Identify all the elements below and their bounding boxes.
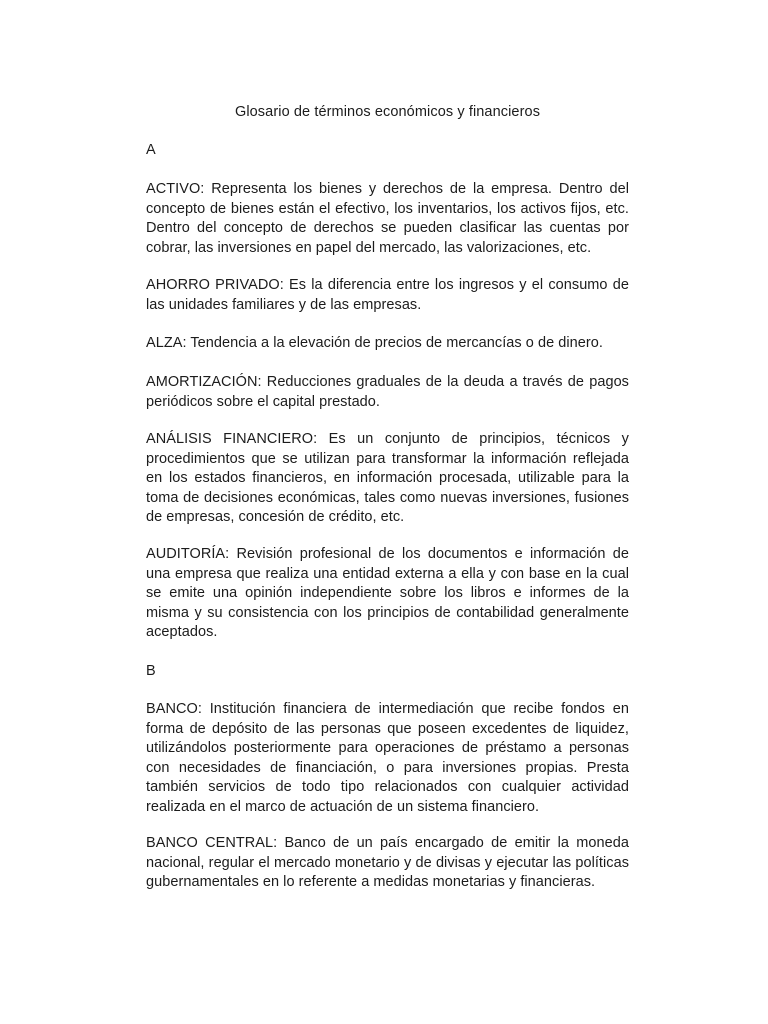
glossary-definition: Representa los bienes y derechos de la empresa. Dentro del concepto de bienes están el efectivo, los inventarios, los activos fijos, etc. Dentro del concepto de derechos se pueden clasificar las cuentas por cobrar, las inversiones en papel del mercado, las valorizaciones, etc. [146, 181, 629, 256]
glossary-definition: Reducciones graduales de la deuda a través de pagos periódicos sobre el capital prestado. [146, 374, 629, 410]
glossary-term: ALZA: [146, 335, 187, 351]
glossary-definition: Banco de un país encargado de emitir la moneda nacional, regular el mercado monetario y de divisas y ejecutar las políticas gubernamentales en lo referente a medidas monetarias y financieras. [146, 835, 629, 890]
glossary-term: AMORTIZACIÓN: [146, 374, 262, 390]
glossary-entry-banco-central [146, 834, 629, 893]
glossary-entry-banco [146, 700, 629, 817]
glossary-definition: Institución financiera de intermediación que recibe fondos en forma de depósito de las personas que poseen excedentes de liquidez, utilizándolos posteriormente para operaciones de préstamo a personas con necesidades de financiación, o para inversiones propias. Presta también servicios de todo tipo relacionados con cualquier actividad realizada en el marco de actuación de un sistema financiero. [146, 701, 629, 815]
section-letter-a: A [146, 142, 156, 158]
glossary-term: BANCO CENTRAL: [146, 835, 278, 851]
glossary-term: ANÁLISIS FINANCIERO: [146, 431, 318, 447]
glossary-entry-amortizacion [146, 373, 629, 412]
glossary-definition: Es la diferencia entre los ingresos y el consumo de las unidades familiares y de las empresas. [146, 277, 629, 313]
glossary-definition: Es un conjunto de principios, técnicos y procedimientos que se utilizan para transformar la información reflejada en los estados financieros, en información procesada, utilizable para la toma de decisiones económicas, tales como nuevas inversiones, fusiones de empresas, concesión de crédito, etc. [146, 431, 629, 525]
glossary-term: ACTIVO: [146, 181, 205, 197]
glossary-term: AHORRO PRIVADO: [146, 277, 284, 293]
glossary-entry-analisis-financiero [146, 430, 629, 528]
glossary-term: AUDITORÍA: [146, 546, 230, 562]
glossary-entry-auditoria [146, 545, 629, 643]
glossary-definition: Tendencia a la elevación de precios de mercancías o de dinero. [190, 335, 603, 351]
glossary-term: BANCO: [146, 701, 202, 717]
glossary-entry-alza [146, 334, 629, 354]
glossary-entry-activo [146, 180, 629, 258]
section-letter-b: B [146, 663, 156, 679]
glossary-definition: Revisión profesional de los documentos e información de una empresa que realiza una entidad externa a ella y con base en la cual se emite una opinión independiente sobre los libros e informes de la misma y su consistencia con los principios de contabilidad generalmente aceptados. [146, 546, 629, 640]
document-title: Glosario de términos económicos y financieros [234, 104, 541, 120]
glossary-entry-ahorro-privado [146, 276, 629, 315]
